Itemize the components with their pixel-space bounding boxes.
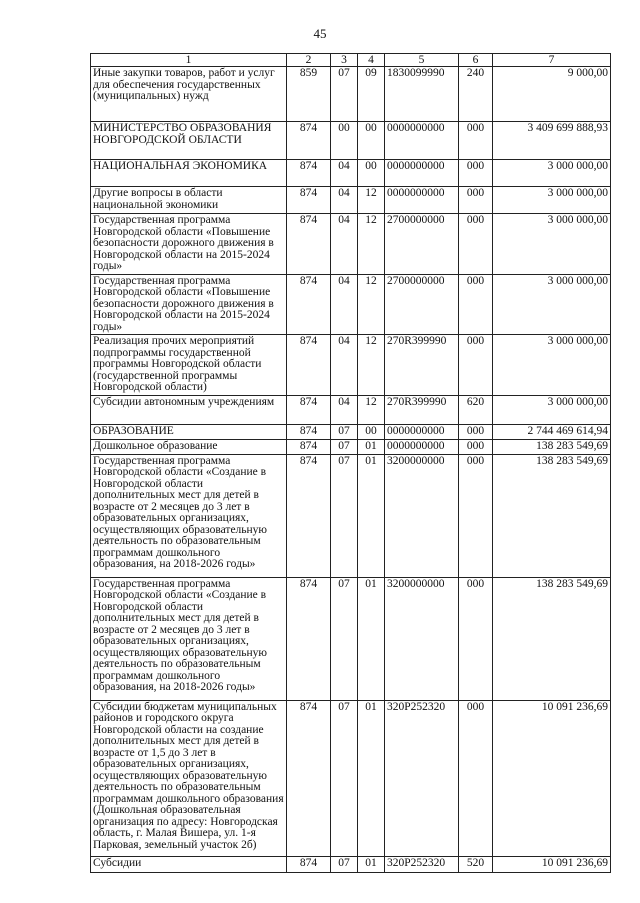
- row-col4-cell: 00: [358, 122, 385, 160]
- row-col3-cell: 07: [331, 856, 358, 872]
- row-col3-cell: 07: [331, 454, 358, 577]
- row-code-cell: 0000000000: [385, 439, 459, 454]
- row-col6-cell: 240: [459, 67, 493, 122]
- header-cell: 3: [331, 54, 358, 67]
- row-col4-cell: 01: [358, 577, 385, 700]
- table-body: [91, 67, 611, 873]
- row-col3-cell: 04: [331, 395, 358, 424]
- row-amount-cell: 2 744 469 614,94: [493, 424, 611, 439]
- table-row: [91, 67, 611, 122]
- row-col2-cell: 874: [287, 439, 331, 454]
- row-col4-cell: 00: [358, 160, 385, 187]
- row-col6-cell: 000: [459, 160, 493, 187]
- row-col4-cell: 12: [358, 214, 385, 275]
- row-code-cell: 270R399990: [385, 395, 459, 424]
- row-col4-cell: 12: [358, 395, 385, 424]
- row-col3-cell: 04: [331, 335, 358, 396]
- row-col6-cell: 000: [459, 454, 493, 577]
- row-amount-cell: 10 091 236,69: [493, 700, 611, 856]
- table-row: [91, 856, 611, 872]
- row-amount-cell: 138 283 549,69: [493, 454, 611, 577]
- row-amount-cell: 3 409 699 888,93: [493, 122, 611, 160]
- header-cell: 4: [358, 54, 385, 67]
- table-row: [91, 577, 611, 700]
- row-name-cell: НАЦИОНАЛЬНАЯ ЭКОНОМИКА: [91, 160, 287, 187]
- row-code-cell: 2700000000: [385, 274, 459, 335]
- row-code-cell: 0000000000: [385, 187, 459, 214]
- row-col6-cell: 000: [459, 439, 493, 454]
- row-col3-cell: 07: [331, 700, 358, 856]
- row-col4-cell: 09: [358, 67, 385, 122]
- row-amount-cell: 3 000 000,00: [493, 395, 611, 424]
- header-cell: 1: [91, 54, 287, 67]
- row-code-cell: 0000000000: [385, 160, 459, 187]
- row-col4-cell: 12: [358, 274, 385, 335]
- row-col2-cell: 874: [287, 454, 331, 577]
- row-col2-cell: 874: [287, 274, 331, 335]
- row-name-cell: Государственная программа Новгородской области «Создание в Новгородской области дополнительных мест для детей в возрасте от 2 месяцев до 3 лет в образовательных организациях, осуществляющих образовательную деятельность по образовательным программам дошкольного образования, на 2018-2026 годы»: [91, 454, 287, 577]
- row-col2-cell: 874: [287, 577, 331, 700]
- row-code-cell: 0000000000: [385, 122, 459, 160]
- table-row: [91, 439, 611, 454]
- row-col6-cell: 000: [459, 214, 493, 275]
- table-row: [91, 214, 611, 275]
- row-col3-cell: 00: [331, 122, 358, 160]
- table-row: [91, 274, 611, 335]
- row-col2-cell: 874: [287, 856, 331, 872]
- header-cell: 5: [385, 54, 459, 67]
- row-name-cell: Иные закупки товаров, работ и услуг для обеспечения государственных (муниципальных) нужд: [91, 67, 287, 122]
- budget-table: [90, 53, 611, 873]
- row-code-cell: 2700000000: [385, 214, 459, 275]
- row-amount-cell: 3 000 000,00: [493, 160, 611, 187]
- row-code-cell: 320P252320: [385, 856, 459, 872]
- row-col2-cell: 874: [287, 335, 331, 396]
- row-col3-cell: 04: [331, 187, 358, 214]
- row-col3-cell: 07: [331, 67, 358, 122]
- header-cell: 2: [287, 54, 331, 67]
- row-amount-cell: 3 000 000,00: [493, 274, 611, 335]
- row-col4-cell: 01: [358, 454, 385, 577]
- row-col6-cell: 000: [459, 335, 493, 396]
- row-col6-cell: 000: [459, 424, 493, 439]
- table-row: [91, 335, 611, 396]
- row-col3-cell: 07: [331, 577, 358, 700]
- row-col2-cell: 874: [287, 122, 331, 160]
- header-cell: 6: [459, 54, 493, 67]
- row-col4-cell: 12: [358, 335, 385, 396]
- row-name-cell: Реализация прочих мероприятий подпрограммы государственной программы Новгородской области (государственной программы Новгородской области): [91, 335, 287, 396]
- row-col2-cell: 874: [287, 700, 331, 856]
- row-col3-cell: 04: [331, 214, 358, 275]
- row-code-cell: 3200000000: [385, 454, 459, 577]
- row-name-cell: Субсидии: [91, 856, 287, 872]
- row-code-cell: 320P252320: [385, 700, 459, 856]
- row-col2-cell: 874: [287, 160, 331, 187]
- table-row: [91, 700, 611, 856]
- row-col2-cell: 874: [287, 214, 331, 275]
- table-row: [91, 395, 611, 424]
- page-number: 45: [313, 26, 327, 41]
- row-col2-cell: 859: [287, 67, 331, 122]
- row-amount-cell: 138 283 549,69: [493, 577, 611, 700]
- row-col6-cell: 000: [459, 577, 493, 700]
- table-row: [91, 160, 611, 187]
- row-col3-cell: 04: [331, 160, 358, 187]
- table-row: [91, 122, 611, 160]
- row-code-cell: 1830099990: [385, 67, 459, 122]
- row-name-cell: МИНИСТЕРСТВО ОБРАЗОВАНИЯ НОВГОРОДСКОЙ ОБЛАСТИ: [91, 122, 287, 160]
- row-col4-cell: 01: [358, 700, 385, 856]
- row-name-cell: Субсидии бюджетам муниципальных районов и городского округа Новгородской области на создание дополнительных мест для детей в возрасте от 1,5 до 3 лет в образовательных организациях, осуществляющих образовательную деятельность по образовательным программам дошкольного образования (Дошкольная образовательная организация по адресу: Новгородская область, г. Малая Вишера, ул. 1-я Парковая, земельный участок 2б): [91, 700, 287, 856]
- row-col4-cell: 01: [358, 439, 385, 454]
- table-row: [91, 187, 611, 214]
- row-amount-cell: 10 091 236,69: [493, 856, 611, 872]
- row-col4-cell: 00: [358, 424, 385, 439]
- table-header: [91, 54, 611, 67]
- row-col4-cell: 01: [358, 856, 385, 872]
- row-col6-cell: 000: [459, 700, 493, 856]
- table-row: [91, 454, 611, 577]
- row-col6-cell: 000: [459, 274, 493, 335]
- table-row: [91, 424, 611, 439]
- row-code-cell: 0000000000: [385, 424, 459, 439]
- row-amount-cell: 3 000 000,00: [493, 187, 611, 214]
- row-name-cell: Государственная программа Новгородской области «Повышение безопасности дорожного движения в Новгородской области на 2015-2024 годы»: [91, 214, 287, 275]
- row-amount-cell: 9 000,00: [493, 67, 611, 122]
- row-col3-cell: 04: [331, 274, 358, 335]
- row-col2-cell: 874: [287, 424, 331, 439]
- row-amount-cell: 138 283 549,69: [493, 439, 611, 454]
- row-name-cell: ОБРАЗОВАНИЕ: [91, 424, 287, 439]
- row-col3-cell: 07: [331, 439, 358, 454]
- row-name-cell: Другие вопросы в области национальной экономики: [91, 187, 287, 214]
- row-col6-cell: 000: [459, 187, 493, 214]
- row-name-cell: Субсидии автономным учреждениям: [91, 395, 287, 424]
- row-col3-cell: 07: [331, 424, 358, 439]
- row-name-cell: Государственная программа Новгородской области «Создание в Новгородской области дополнительных мест для детей в возрасте от 2 месяцев до 3 лет в образовательных организациях, осуществляющих образовательную деятельность по образовательным программам дошкольного образования, на 2018-2026 годы»: [91, 577, 287, 700]
- row-amount-cell: 3 000 000,00: [493, 214, 611, 275]
- row-col2-cell: 874: [287, 395, 331, 424]
- row-col6-cell: 000: [459, 122, 493, 160]
- row-col6-cell: 620: [459, 395, 493, 424]
- row-name-cell: Дошкольное образование: [91, 439, 287, 454]
- header-cell: 7: [493, 54, 611, 67]
- row-code-cell: 3200000000: [385, 577, 459, 700]
- row-amount-cell: 3 000 000,00: [493, 335, 611, 396]
- row-col6-cell: 520: [459, 856, 493, 872]
- row-col2-cell: 874: [287, 187, 331, 214]
- row-code-cell: 270R399990: [385, 335, 459, 396]
- row-col4-cell: 12: [358, 187, 385, 214]
- row-name-cell: Государственная программа Новгородской области «Повышение безопасности дорожного движения в Новгородской области на 2015-2024 годы»: [91, 274, 287, 335]
